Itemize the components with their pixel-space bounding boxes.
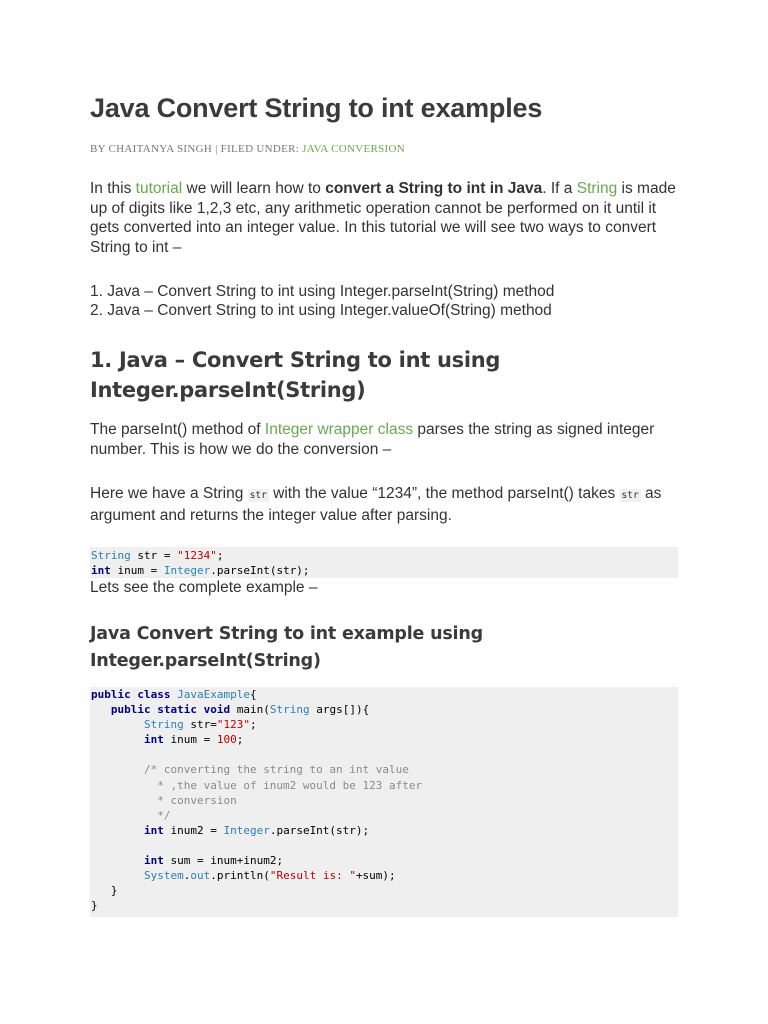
toc-item-1: 1. Java – Convert String to int using Integer.parseInt(String) method	[90, 283, 555, 300]
byline: BY CHAITANYA SINGH | FILED UNDER:	[90, 143, 303, 155]
parseint-description	[90, 420, 680, 459]
intro-text-4: is made up of digits like 1,2,3 etc, any arithmetic operation cannot be performed on it until it gets converted into an integer value. In this tutorial we will see two ways to convert String to int –	[90, 180, 676, 256]
page-title: Java Convert String to int examples	[90, 93, 543, 123]
code-example: public class JavaExample{ public static void main(String args[]){ String str="123"; int inum = 100; /* converting the string to an int value * ,the value of inum2 would be 123 after * conversion */ int inum2 = Integer.parseInt(str); int sum = inum+inum2; System.out.println("Result is: "+sum); } }	[90, 687, 678, 917]
intro-text-1: In this	[90, 180, 136, 197]
expl-text-3: as argument and returns the integer value after parsing.	[90, 485, 662, 524]
intro-bold: convert a String to int in Java	[325, 180, 543, 197]
integer-wrapper-class-link[interactable]: Integer wrapper class	[264, 421, 414, 438]
string-link[interactable]: String	[576, 180, 618, 197]
desc-text-1: The parseInt() method of	[90, 421, 265, 438]
expl-text-2: with the value “1234”, the method parseInt() takes	[268, 485, 620, 502]
lead-in-text: Lets see the complete example –	[90, 579, 318, 596]
category-link[interactable]: JAVA CONVERSION	[302, 143, 405, 155]
inline-code-str-2: str	[621, 490, 639, 501]
inline-code-str: str	[249, 490, 267, 501]
intro-paragraph	[90, 179, 680, 257]
tutorial-link[interactable]: tutorial	[135, 180, 183, 197]
intro-text-2: we will learn how to	[182, 180, 326, 197]
example-heading: Java Convert String to int example using Integer.parseInt(String)	[90, 624, 483, 671]
expl-text-1: Here we have a String	[90, 485, 248, 502]
desc-text-2: parses the string as signed integer number. This is how we do the conversion –	[90, 421, 655, 458]
example-explanation	[90, 484, 680, 525]
intro-text-3: . If a	[542, 180, 577, 197]
code-snippet: String str = "1234"; int inum = Integer.parseInt(str);	[90, 547, 678, 578]
section-1-heading: 1. Java – Convert String to int using Integer.parseInt(String)	[90, 348, 501, 402]
toc-item-2: 2. Java – Convert String to int using Integer.valueOf(String) method	[90, 302, 552, 319]
post-meta	[90, 143, 405, 155]
